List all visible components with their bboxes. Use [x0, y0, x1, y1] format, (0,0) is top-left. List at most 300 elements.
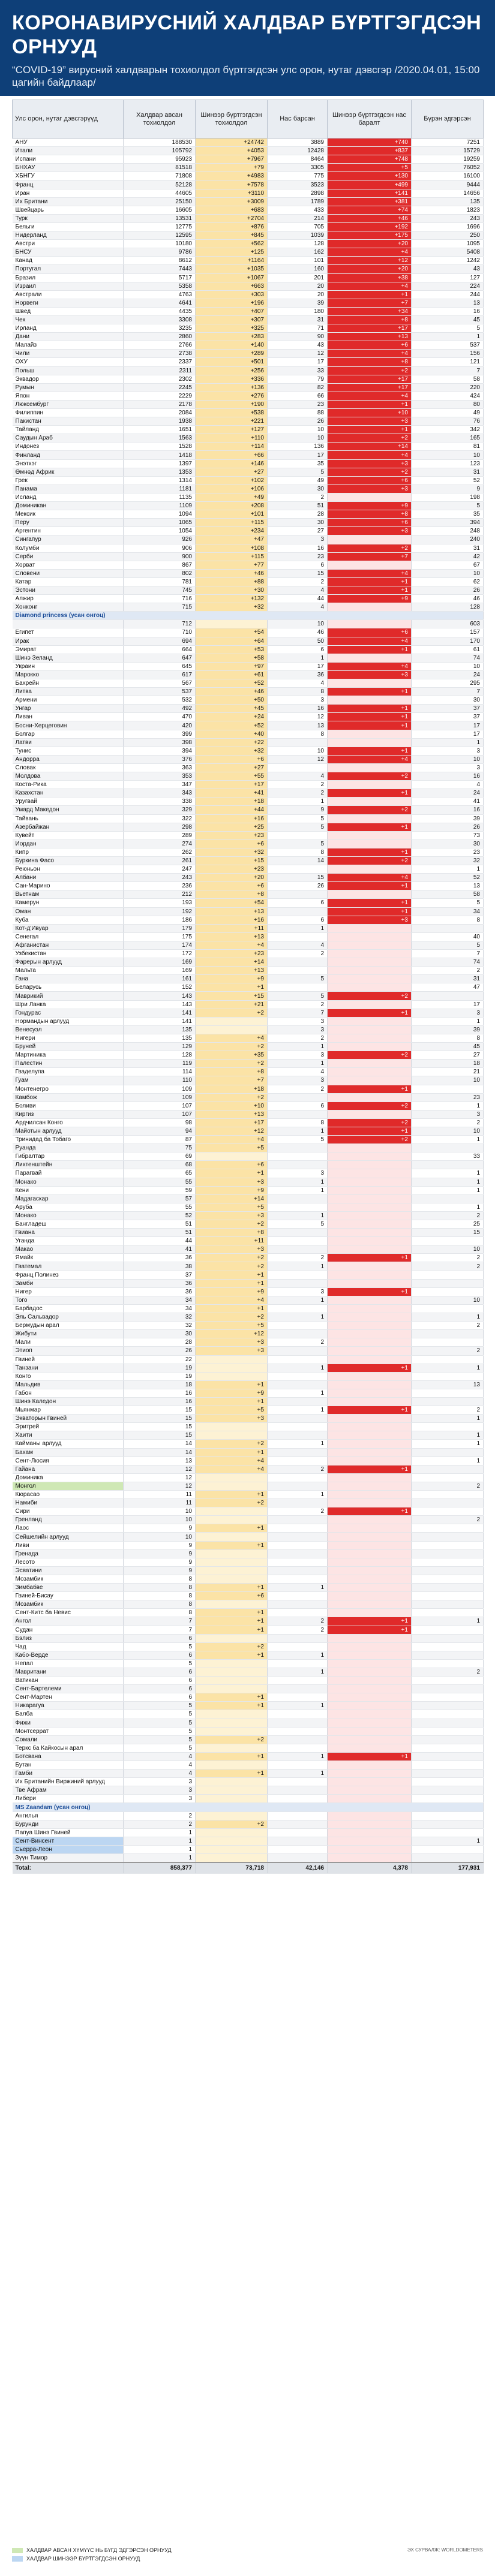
cell-country: Того: [13, 1296, 124, 1304]
cell-cases: 6: [124, 1677, 196, 1685]
cell-deaths: 16: [268, 544, 328, 552]
cell-new-cases: [196, 1811, 268, 1820]
cell-new-cases: +6: [196, 1161, 268, 1169]
cell-country: Аруба: [13, 1203, 124, 1211]
cell-deaths: 2898: [268, 189, 328, 197]
table-row: [13, 561, 484, 569]
cell-deaths: 1: [268, 1127, 328, 1135]
cell-deaths: 433: [268, 206, 328, 214]
cell-deaths: 2: [268, 1626, 328, 1634]
cell-recovered: 15: [412, 1229, 484, 1237]
cell-cases: 135: [124, 1034, 196, 1042]
cell-new-cases: +49: [196, 493, 268, 501]
cell-recovered: 40: [412, 932, 484, 941]
cell-cases: 2302: [124, 375, 196, 383]
cell-country: Экваторын Гвиней: [13, 1415, 124, 1423]
cell-deaths: [268, 967, 328, 975]
cell-new-deaths: [328, 1499, 412, 1507]
cell-recovered: 43: [412, 265, 484, 273]
cell-recovered: [412, 1609, 484, 1617]
table-row: [13, 772, 484, 781]
cell-recovered: 1: [412, 1456, 484, 1465]
cell-deaths: 4: [268, 603, 328, 612]
cell-cases: 4763: [124, 290, 196, 299]
cell-new-deaths: +34: [328, 307, 412, 315]
cell-country: Тве Афрам: [13, 1786, 124, 1795]
table-row: [13, 1752, 484, 1761]
cell-new-cases: +256: [196, 366, 268, 375]
cell-new-deaths: [328, 1491, 412, 1499]
cell-new-cases: +6: [196, 755, 268, 763]
cell-deaths: [268, 1778, 328, 1786]
table-row: [13, 620, 484, 628]
cell-recovered: 47: [412, 983, 484, 992]
cell-new-deaths: [328, 1549, 412, 1558]
table-row: [13, 1025, 484, 1034]
cell-recovered: 250: [412, 231, 484, 240]
cell-new-deaths: +837: [328, 147, 412, 155]
cell-deaths: 82: [268, 383, 328, 392]
cell-cases: 114: [124, 1068, 196, 1076]
cell-cases: 152: [124, 983, 196, 992]
cell-deaths: [268, 1786, 328, 1795]
cell-country: Ямайк: [13, 1254, 124, 1262]
cell-recovered: 15729: [412, 147, 484, 155]
table-row: [13, 1423, 484, 1431]
cell-recovered: 2: [412, 1211, 484, 1220]
cell-new-deaths: [328, 1043, 412, 1051]
cell-new-cases: +9: [196, 1389, 268, 1397]
cell-new-deaths: [328, 1600, 412, 1609]
cell-country: Польш: [13, 366, 124, 375]
cell-recovered: 5: [412, 502, 484, 510]
cell-country: Малайз: [13, 341, 124, 350]
cell-deaths: 3: [268, 696, 328, 705]
cell-cases: 9: [124, 1566, 196, 1575]
cell-new-cases: [196, 1786, 268, 1795]
cell-new-cases: +2704: [196, 214, 268, 222]
cell-new-cases: +1: [196, 1541, 268, 1549]
cell-recovered: 1: [412, 1178, 484, 1186]
table-row: [13, 705, 484, 713]
cell-deaths: 6: [268, 561, 328, 569]
cell-recovered: [412, 1473, 484, 1482]
cell-country: Колумби: [13, 544, 124, 552]
cell-deaths: 1: [268, 1262, 328, 1271]
cell-recovered: 31: [412, 468, 484, 476]
cell-cases: 32: [124, 1322, 196, 1330]
cell-deaths: 5: [268, 992, 328, 1000]
table-row: [13, 1415, 484, 1423]
cell-deaths: 2: [268, 577, 328, 586]
cell-new-deaths: [328, 738, 412, 747]
cell-recovered: 2: [412, 1262, 484, 1271]
cell-country: Танзани: [13, 1364, 124, 1372]
cell-new-deaths: [328, 1609, 412, 1617]
cell-recovered: [412, 1702, 484, 1710]
table-row: [13, 1186, 484, 1194]
cell-deaths: [268, 1372, 328, 1380]
cell-recovered: [412, 1499, 484, 1507]
cell-deaths: 2: [268, 493, 328, 501]
table-row: [13, 882, 484, 890]
cell-country: Тунис: [13, 747, 124, 755]
cell-new-cases: +140: [196, 341, 268, 350]
table-row: [13, 1076, 484, 1085]
cell-deaths: 1: [268, 1406, 328, 1415]
cell-deaths: 775: [268, 172, 328, 180]
table-row: [13, 595, 484, 603]
cell-country: Швейцарь: [13, 206, 124, 214]
cell-cases: 8: [124, 1600, 196, 1609]
cell-cases: 175: [124, 932, 196, 941]
cell-deaths: [268, 1304, 328, 1313]
cell-cases: 781: [124, 577, 196, 586]
table-row: [13, 586, 484, 594]
cell-deaths: 8: [268, 730, 328, 738]
cell-cases: 3235: [124, 324, 196, 333]
cell-new-deaths: [328, 1541, 412, 1549]
cell-recovered: 1696: [412, 222, 484, 231]
table-row: [13, 1229, 484, 1237]
cell-new-deaths: +1: [328, 400, 412, 408]
cell-cases: 3: [124, 1795, 196, 1803]
cell-new-cases: [196, 620, 268, 628]
table-row: [13, 1347, 484, 1355]
cell-country: Латви: [13, 738, 124, 747]
cell-recovered: 2: [412, 1406, 484, 1415]
cell-cases: 5: [124, 1659, 196, 1668]
cell-deaths: 5: [268, 975, 328, 983]
cell-country: Сингапур: [13, 535, 124, 544]
cell-recovered: 23: [412, 848, 484, 856]
cell-country: Киргиз: [13, 1110, 124, 1118]
cell-country: Судан: [13, 1626, 124, 1634]
cell-new-cases: +1: [196, 983, 268, 992]
cell-cases: 329: [124, 806, 196, 814]
cell-new-deaths: +1: [328, 721, 412, 730]
cell-country: Унгар: [13, 705, 124, 713]
table-row: [13, 400, 484, 408]
table-row: [13, 662, 484, 670]
table-row: [13, 1845, 484, 1853]
cell-new-deaths: +1: [328, 688, 412, 696]
page-title: КОРОНАВИРУСНИЙ ХАЛДВАР БҮРТГЭГДСЭН ОРНУУД: [12, 11, 482, 58]
cell-country: Ватикан: [13, 1677, 124, 1685]
cell-new-cases: +46: [196, 688, 268, 696]
table-row: [13, 476, 484, 484]
cell-country: Сент-Китс ба Невис: [13, 1609, 124, 1617]
cell-new-cases: +196: [196, 299, 268, 307]
cell-new-deaths: [328, 1152, 412, 1161]
cell-country: Эстони: [13, 586, 124, 594]
cell-new-deaths: +2: [328, 544, 412, 552]
cell-cases: 664: [124, 645, 196, 654]
cell-deaths: 1: [268, 1491, 328, 1499]
cell-cases: 1938: [124, 417, 196, 426]
cell-country: Камерун: [13, 899, 124, 907]
table-row: [13, 637, 484, 645]
cell-new-deaths: +141: [328, 189, 412, 197]
cell-cases: 192: [124, 907, 196, 916]
cell-country: Тринидад ба Тобаго: [13, 1136, 124, 1144]
cell-deaths: 79: [268, 375, 328, 383]
cell-new-deaths: [328, 730, 412, 738]
cell-recovered: [412, 1685, 484, 1693]
cell-recovered: 135: [412, 197, 484, 206]
cell-recovered: [412, 1693, 484, 1702]
cell-country: Энэтхэг: [13, 459, 124, 468]
table-row: [13, 721, 484, 730]
cell-cases: 109: [124, 1085, 196, 1093]
cell-cases: 172: [124, 950, 196, 958]
cell-deaths: 28: [268, 510, 328, 519]
cell-recovered: 3: [412, 1009, 484, 1017]
table-row: [13, 1516, 484, 1524]
cell-cases: 1181: [124, 484, 196, 493]
cell-deaths: 30: [268, 519, 328, 527]
cell-country: Никарагуа: [13, 1702, 124, 1710]
cell-new-deaths: +4: [328, 569, 412, 577]
table-row: [13, 1795, 484, 1803]
cell-new-cases: +8: [196, 1068, 268, 1076]
cell-cases: 107: [124, 1102, 196, 1110]
cell-cases: 7: [124, 1626, 196, 1634]
cell-deaths: 6: [268, 899, 328, 907]
table-row: [13, 299, 484, 307]
cell-deaths: 162: [268, 248, 328, 257]
cell-new-deaths: +4: [328, 451, 412, 459]
cell-recovered: [412, 1811, 484, 1820]
cell-new-deaths: [328, 1685, 412, 1693]
cell-new-deaths: +1: [328, 882, 412, 890]
cell-cases: 2: [124, 1811, 196, 1820]
cell-new-deaths: [328, 967, 412, 975]
cell-deaths: 23: [268, 400, 328, 408]
cell-country: Бэлиз: [13, 1634, 124, 1642]
cell-country: Оман: [13, 907, 124, 916]
cell-new-cases: +845: [196, 231, 268, 240]
cell-new-cases: +41: [196, 789, 268, 798]
cell-cases: 236: [124, 882, 196, 890]
table-body: [13, 139, 484, 1874]
cell-cases: 470: [124, 713, 196, 721]
cell-cases: 1135: [124, 493, 196, 501]
cell-country: Шинэ Зеланд: [13, 654, 124, 662]
cell-country: Боливи: [13, 1102, 124, 1110]
cell-cases: 95923: [124, 155, 196, 164]
cell-cases: 94: [124, 1127, 196, 1135]
cell-recovered: [412, 1558, 484, 1566]
cell-deaths: 2: [268, 1034, 328, 1042]
cell-country: Кени: [13, 1186, 124, 1194]
cell-new-cases: +46: [196, 569, 268, 577]
table-row: [13, 214, 484, 222]
cell-new-deaths: [328, 1727, 412, 1735]
cell-deaths: 1: [268, 1313, 328, 1322]
table-row: [13, 392, 484, 400]
table-row: [13, 434, 484, 443]
cell-new-cases: +1: [196, 1304, 268, 1313]
cell-country: Албани: [13, 874, 124, 882]
cell-new-deaths: [328, 1473, 412, 1482]
cell-new-cases: +1: [196, 1397, 268, 1406]
table-row: [13, 315, 484, 324]
cell-recovered: 49: [412, 409, 484, 417]
cell-deaths: 33: [268, 366, 328, 375]
cell-new-deaths: [328, 839, 412, 848]
cell-country: Умард Македон: [13, 806, 124, 814]
cell-new-cases: +1035: [196, 265, 268, 273]
cell-new-cases: [196, 1017, 268, 1025]
cell-new-deaths: +7: [328, 552, 412, 561]
cell-new-deaths: [328, 1237, 412, 1245]
cell-cases: 5717: [124, 273, 196, 282]
cell-new-cases: +1: [196, 1448, 268, 1456]
cell-new-deaths: [328, 1786, 412, 1795]
cell-country: Нигери: [13, 1034, 124, 1042]
cell-cases: 2245: [124, 383, 196, 392]
cell-deaths: [268, 1524, 328, 1533]
cell-new-deaths: +1: [328, 426, 412, 434]
cell-country: Ботсвана: [13, 1752, 124, 1761]
cell-cases: 4: [124, 1761, 196, 1770]
cell-new-cases: [196, 1837, 268, 1845]
cell-cases: 802: [124, 569, 196, 577]
cell-country: Лихтенштейн: [13, 1161, 124, 1169]
cell-new-deaths: +1: [328, 789, 412, 798]
cell-new-deaths: +4: [328, 248, 412, 257]
total-new-deaths: 4,378: [328, 1862, 412, 1873]
cell-new-cases: +1: [196, 1617, 268, 1626]
cell-recovered: 67: [412, 561, 484, 569]
cell-new-cases: +97: [196, 662, 268, 670]
cell-recovered: 16: [412, 772, 484, 781]
cell-new-deaths: +1: [328, 899, 412, 907]
cell-recovered: 295: [412, 679, 484, 688]
table-row: [13, 544, 484, 552]
cell-country: Гибралтар: [13, 1152, 124, 1161]
cell-deaths: 2: [268, 781, 328, 789]
cell-recovered: 3: [412, 1110, 484, 1118]
cell-new-deaths: [328, 1322, 412, 1330]
cell-new-deaths: [328, 1245, 412, 1254]
table-row: [13, 916, 484, 924]
cell-cases: 2311: [124, 366, 196, 375]
table-row: [13, 645, 484, 654]
cell-cases: 926: [124, 535, 196, 544]
cell-country: Мартиника: [13, 1051, 124, 1060]
cell-deaths: [268, 1592, 328, 1600]
cell-recovered: [412, 1194, 484, 1203]
cell-country: Турк: [13, 214, 124, 222]
cell-cases: 398: [124, 738, 196, 747]
cell-country: Иордан: [13, 839, 124, 848]
cell-new-cases: +307: [196, 315, 268, 324]
cell-deaths: 12: [268, 713, 328, 721]
cell-cases: 19: [124, 1364, 196, 1372]
table-row: [13, 1541, 484, 1549]
table-row: [13, 139, 484, 147]
cell-country: Жибути: [13, 1330, 124, 1338]
table-row: [13, 1533, 484, 1541]
cell-cases: 532: [124, 696, 196, 705]
cell-cases: 129: [124, 1043, 196, 1051]
cell-country: Ирак: [13, 637, 124, 645]
cell-new-cases: +12: [196, 1330, 268, 1338]
cell-cases: 2229: [124, 392, 196, 400]
cell-recovered: 58: [412, 375, 484, 383]
cell-cases: 420: [124, 721, 196, 730]
cell-new-cases: [196, 1482, 268, 1490]
cell-deaths: 10: [268, 620, 328, 628]
cell-recovered: 81: [412, 443, 484, 451]
cell-cases: 10: [124, 1507, 196, 1516]
cell-deaths: [268, 1677, 328, 1685]
cell-new-cases: +1: [196, 1609, 268, 1617]
cell-cases: 105792: [124, 147, 196, 155]
cell-recovered: 24: [412, 670, 484, 679]
cell-country: Кайманы арлууд: [13, 1440, 124, 1448]
cell-cases: 141: [124, 1009, 196, 1017]
cell-cases: 11: [124, 1491, 196, 1499]
cell-recovered: [412, 1541, 484, 1549]
cell-recovered: 10: [412, 1245, 484, 1254]
cell-country: Барбадос: [13, 1304, 124, 1313]
cell-deaths: 9: [268, 806, 328, 814]
cell-country: Куба: [13, 916, 124, 924]
cell-new-deaths: +17: [328, 375, 412, 383]
table-row: [13, 569, 484, 577]
cell-deaths: 2: [268, 1085, 328, 1093]
cell-new-cases: +30: [196, 586, 268, 594]
cell-cases: 645: [124, 662, 196, 670]
table-row: [13, 730, 484, 738]
cell-cases: 2: [124, 1820, 196, 1828]
cell-cases: 16: [124, 1389, 196, 1397]
cell-country: Канад: [13, 257, 124, 265]
cell-cases: 25150: [124, 197, 196, 206]
cell-country: Чад: [13, 1642, 124, 1651]
cell-recovered: 74: [412, 958, 484, 967]
table-row: [13, 1296, 484, 1304]
cell-recovered: [412, 1735, 484, 1744]
cell-cases: 298: [124, 823, 196, 831]
cell-deaths: [268, 1735, 328, 1744]
cell-cases: 1563: [124, 434, 196, 443]
cell-recovered: 45: [412, 1043, 484, 1051]
cell-new-deaths: +9: [328, 502, 412, 510]
cell-new-deaths: [328, 1795, 412, 1803]
cell-deaths: 1039: [268, 231, 328, 240]
cell-cases: 119: [124, 1060, 196, 1068]
cell-new-cases: +501: [196, 358, 268, 366]
cell-new-deaths: +1: [328, 1465, 412, 1473]
cell-country: Катар: [13, 577, 124, 586]
cell-deaths: 201: [268, 273, 328, 282]
column-header-new-cases: Шинээр бүртгэгдсэн тохиолдол: [196, 100, 268, 139]
cell-deaths: [268, 1600, 328, 1609]
cell-recovered: 13: [412, 1380, 484, 1389]
cell-country: Ливан: [13, 713, 124, 721]
cell-deaths: 51: [268, 502, 328, 510]
cell-new-cases: +1: [196, 1702, 268, 1710]
cell-new-cases: +4053: [196, 147, 268, 155]
cell-new-cases: +24: [196, 713, 268, 721]
cell-recovered: 121: [412, 358, 484, 366]
cell-deaths: [268, 1558, 328, 1566]
cell-deaths: 6: [268, 916, 328, 924]
